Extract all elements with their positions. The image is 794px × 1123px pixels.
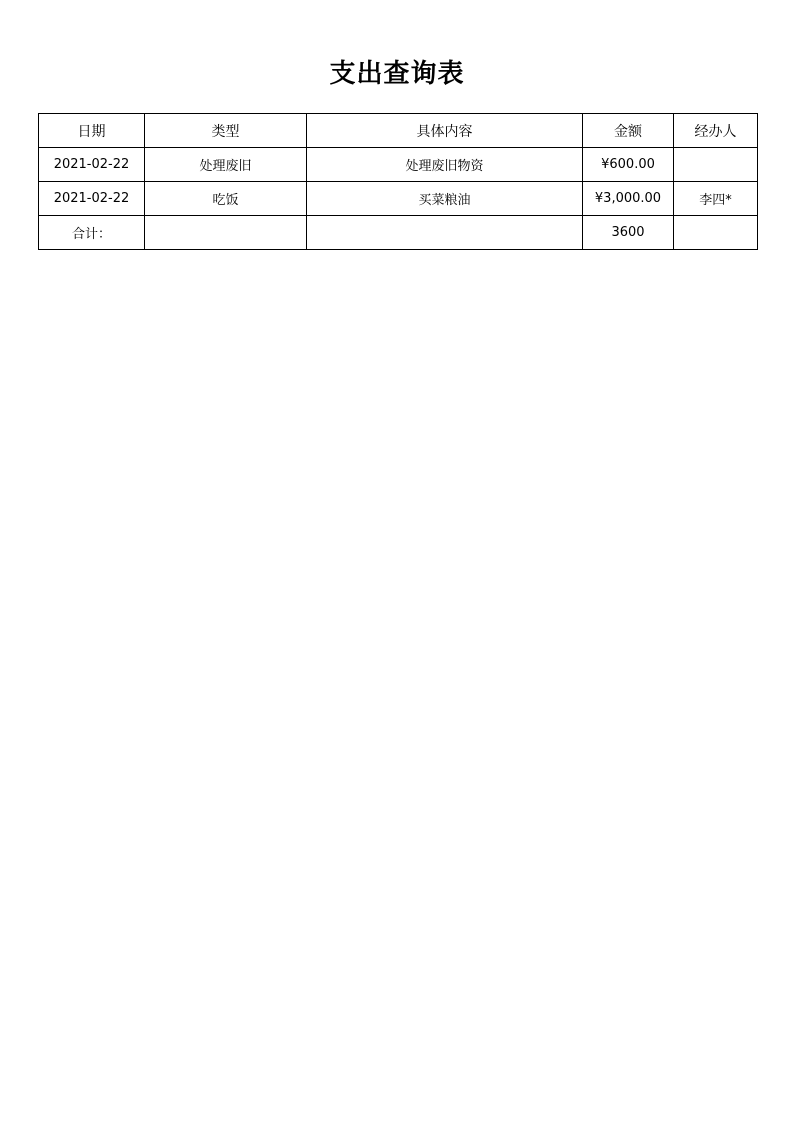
total-detail (307, 216, 583, 250)
total-label: 合计： (39, 216, 145, 250)
cell-type: 吃饭 (145, 182, 307, 216)
total-handler (674, 216, 758, 250)
table-header-row (39, 114, 758, 148)
header-handler: 经办人 (674, 114, 758, 148)
total-type (145, 216, 307, 250)
cell-date: 2021-02-22 (39, 182, 145, 216)
header-type: 类型 (145, 114, 307, 148)
total-row (39, 216, 758, 250)
header-detail: 具体内容 (307, 114, 583, 148)
cell-detail: 买菜粮油 (307, 182, 583, 216)
cell-amount: ¥600.00 (583, 148, 674, 182)
total-amount: 3600 (583, 216, 674, 250)
cell-date: 2021-02-22 (39, 148, 145, 182)
expense-table (38, 113, 758, 250)
header-amount: 金额 (583, 114, 674, 148)
header-date: 日期 (39, 114, 145, 148)
cell-amount: ¥3,000.00 (583, 182, 674, 216)
cell-type: 处理废旧 (145, 148, 307, 182)
page-title: 支出查询表 (329, 59, 465, 89)
table-row (39, 148, 758, 182)
table-row (39, 182, 758, 216)
cell-handler (674, 148, 758, 182)
cell-detail: 处理废旧物资 (307, 148, 583, 182)
cell-handler: 李四* (674, 182, 758, 216)
